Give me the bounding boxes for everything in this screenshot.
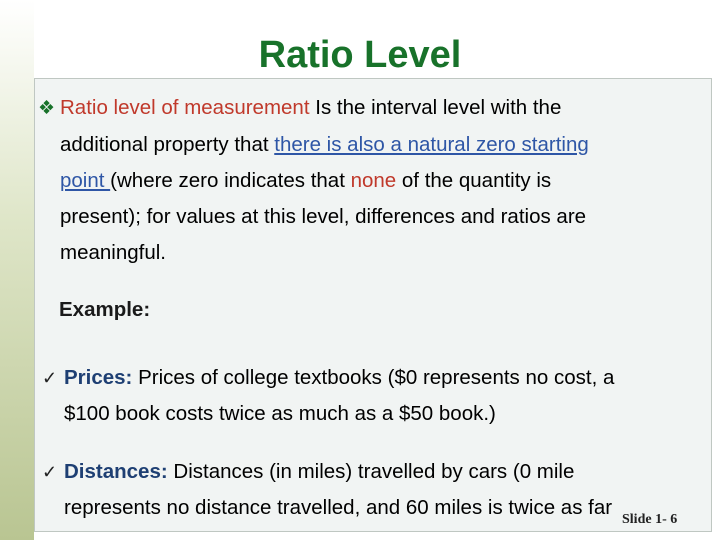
definition-text-3: (where zero indicates that — [110, 169, 351, 192]
definition-text-6: meaningful. — [60, 241, 166, 264]
slide-number: Slide 1- 6 — [622, 512, 678, 527]
natural-zero-phrase-1: there is also a natural zero starting — [274, 133, 589, 156]
item-text-2: represents no distance travelled, and 60 miles is twice as far — [64, 496, 613, 519]
list-item-distances — [42, 454, 712, 526]
item-text-1: Prices of college textbooks ($0 represents no cost, a — [132, 366, 615, 389]
checkmark-icon: ✓ — [42, 368, 58, 388]
item-text-2: $100 book costs twice as much as a $50 book.) — [64, 402, 496, 425]
definition-text-5: present); for values at this level, differences and ratios are — [60, 205, 587, 228]
list-item-prices — [42, 360, 712, 432]
diamond-bullet-icon: ❖ — [38, 98, 56, 119]
example-label: Example: — [59, 298, 151, 321]
definition-paragraph — [38, 90, 698, 271]
none-word: none — [350, 169, 397, 192]
decorative-side-bar — [0, 0, 34, 540]
slide-title: Ratio Level — [258, 34, 462, 76]
definition-text-4: of the quantity is — [396, 169, 552, 192]
checkmark-icon: ✓ — [42, 462, 58, 482]
item-term: Prices: — [64, 366, 133, 389]
definition-text-2: additional property that — [60, 133, 275, 156]
item-text-1: Distances (in miles) travelled by cars (0 mile — [167, 460, 575, 483]
natural-zero-phrase-2: point — [60, 169, 111, 192]
item-term: Distances: — [64, 460, 168, 483]
definition-term: Ratio level of measurement — [60, 96, 310, 119]
definition-text-1: Is the interval level with the — [309, 96, 562, 119]
